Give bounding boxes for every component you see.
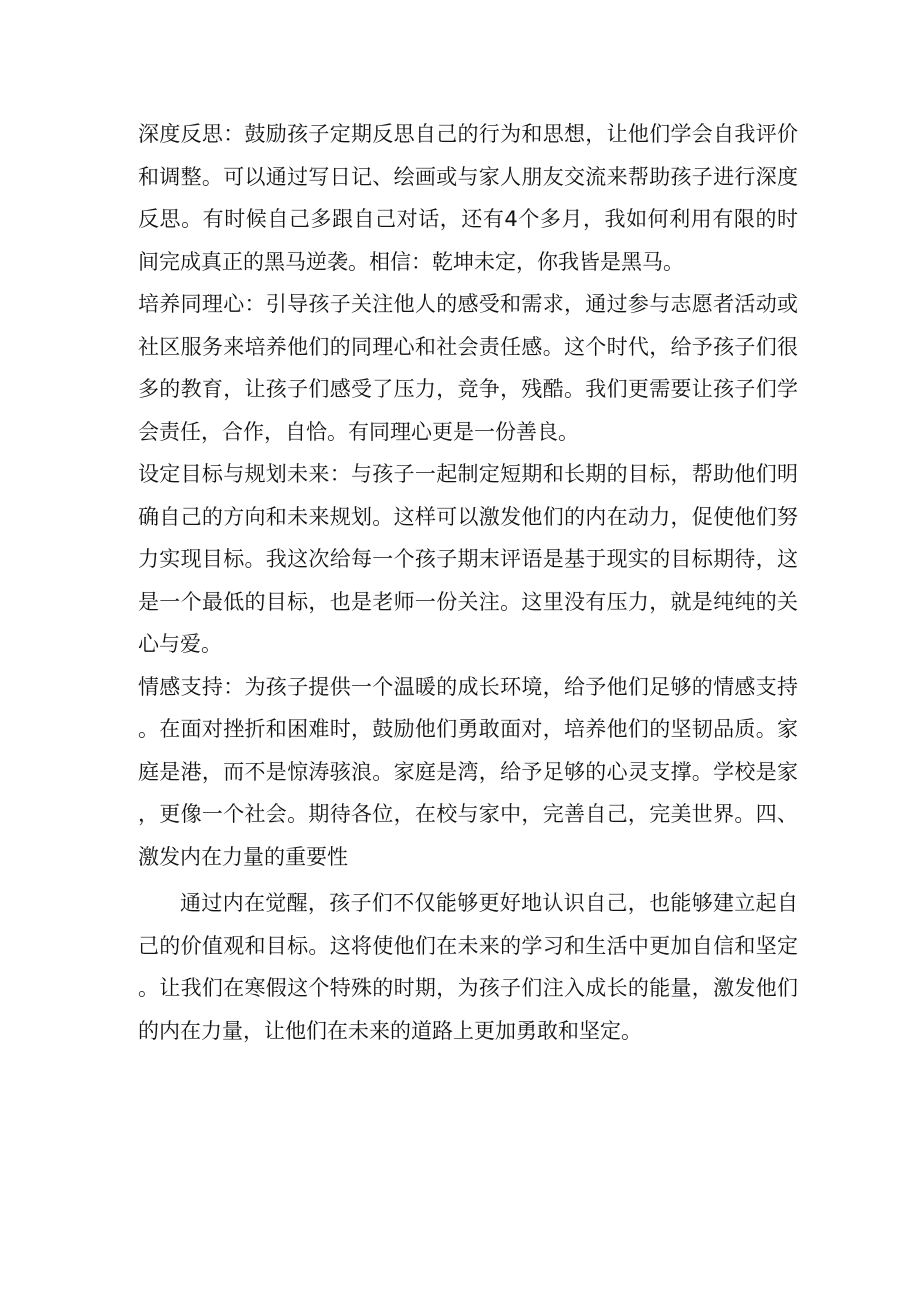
paragraph-inner-awakening: 通过内在觉醒，孩子们不仅能够更好地认识自己，也能够建立起自己的价值观和目标。这将使他们在未来的学习和生活中更加自信和坚定。让我们在寒假这个特殊的时期，为孩子们注入成长的能量，激发他们的内在力量，让他们在未来的道路上更加勇敢和坚定。 — [138, 891, 798, 1043]
paragraph-emotional-support: 情感支持：为孩子提供一个温暖的成长环境，给予他们足够的情感支持。在面对挫折和困难时，鼓励他们勇敢面对，培养他们的坚韧品质。家庭是港，而不是惊涛骇浪。家庭是湾，给予足够的心灵支撑。学校是家，更像一个社会。期待各位，在校与家中，完善自己，完美世界。四、激发内在力量的重要性 — [138, 674, 798, 869]
paragraph-empathy: 培养同理心：引导孩子关注他人的感受和需求，通过参与志愿者活动或社区服务来培养他们的同理心和社会责任感。这个时代，给予孩子们很多的教育，让孩子们感受了压力，竞争，残酷。我们更需要让孩子们学会责任，合作，自恰。有同理心更是一份善良。 — [138, 292, 798, 444]
paragraph-deep-reflection: 深度反思：鼓励孩子定期反思自己的行为和思想，让他们学会自我评价和调整。可以通过写日记、绘画或与家人朋友交流来帮助孩子进行深度反思。有时候自己多跟自己对话，还有4个多月，我如何利用有限的时间完成真正的黑马逆袭。相信：乾坤未定，你我皆是黑马。 — [138, 122, 798, 274]
document-body — [138, 113, 798, 1052]
paragraph-goals: 设定目标与规划未来：与孩子一起制定短期和长期的目标，帮助他们明确自己的方向和未来规划。这样可以激发他们的内在动力，促使他们努力实现目标。我这次给每一个孩子期末评语是基于现实的目标期待，这是一个最低的目标，也是老师一份关注。这里没有压力，就是纯纯的关心与爱。 — [138, 462, 798, 656]
